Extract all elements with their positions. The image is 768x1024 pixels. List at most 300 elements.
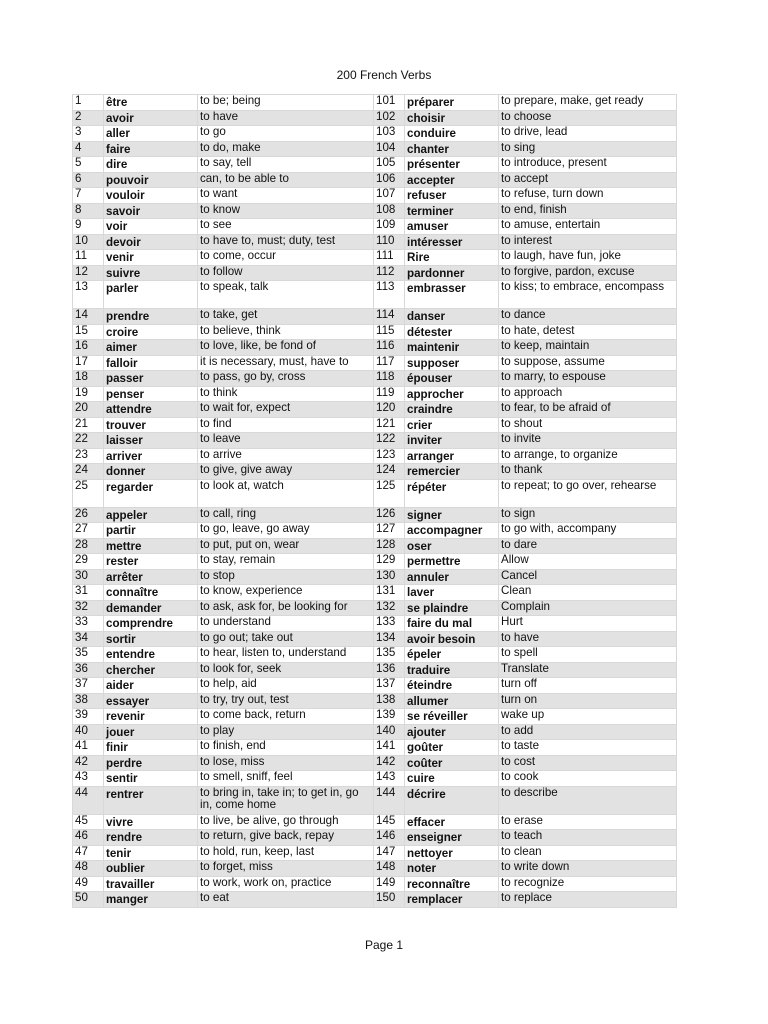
french-verb: laisser: [104, 433, 198, 449]
verb-number: 122: [374, 433, 405, 449]
table-row: [73, 830, 677, 846]
table-row: [73, 616, 677, 632]
table-row: [73, 554, 677, 570]
french-verb: entendre: [104, 647, 198, 663]
english-meaning: to hear, listen to, understand: [198, 647, 374, 663]
verb-number: 104: [374, 141, 405, 157]
french-verb: chanter: [405, 141, 499, 157]
english-meaning: to go: [198, 126, 374, 142]
verb-number: 113: [374, 281, 405, 309]
verb-number: 115: [374, 324, 405, 340]
english-meaning: to bring in, take in; to get in, go in, come home: [198, 786, 374, 814]
table-row: [73, 402, 677, 418]
english-meaning: Complain: [499, 600, 677, 616]
french-verb: détester: [405, 324, 499, 340]
english-meaning: to teach: [499, 830, 677, 846]
english-meaning: to eat: [198, 892, 374, 908]
english-meaning: to find: [198, 417, 374, 433]
french-verb: se réveiller: [405, 709, 499, 725]
french-verb: essayer: [104, 693, 198, 709]
english-meaning: to fear, to be afraid of: [499, 402, 677, 418]
verb-number: 33: [73, 616, 104, 632]
verb-number: 36: [73, 662, 104, 678]
french-verb: comprendre: [104, 616, 198, 632]
french-verb: pouvoir: [104, 172, 198, 188]
verb-number: 110: [374, 234, 405, 250]
verb-number: 22: [73, 433, 104, 449]
english-meaning: to erase: [499, 814, 677, 830]
english-meaning: to write down: [499, 861, 677, 877]
verb-number: 150: [374, 892, 405, 908]
french-verb: appeler: [104, 507, 198, 523]
french-verb: attendre: [104, 402, 198, 418]
verb-number: 47: [73, 845, 104, 861]
verb-number: 34: [73, 631, 104, 647]
french-verb: coûter: [405, 755, 499, 771]
table-row: [73, 324, 677, 340]
french-verb: ajouter: [405, 724, 499, 740]
french-verb: faire du mal: [405, 616, 499, 632]
french-verb: rendre: [104, 830, 198, 846]
english-meaning: to help, aid: [198, 678, 374, 694]
french-verb: avoir besoin: [405, 631, 499, 647]
english-meaning: Cancel: [499, 569, 677, 585]
french-verb: donner: [104, 464, 198, 480]
french-verb: crier: [405, 417, 499, 433]
verb-number: 38: [73, 693, 104, 709]
english-meaning: to add: [499, 724, 677, 740]
verb-number: 2: [73, 110, 104, 126]
table-row: [73, 234, 677, 250]
english-meaning: to recognize: [499, 876, 677, 892]
english-meaning: to come back, return: [198, 709, 374, 725]
verb-number: 35: [73, 647, 104, 663]
verb-number: 133: [374, 616, 405, 632]
french-verb: parler: [104, 281, 198, 309]
verb-number: 106: [374, 172, 405, 188]
table-row: [73, 724, 677, 740]
english-meaning: to arrive: [198, 448, 374, 464]
english-meaning: to laugh, have fun, joke: [499, 250, 677, 266]
french-verb: tenir: [104, 845, 198, 861]
verb-number: 10: [73, 234, 104, 250]
table-row: [73, 693, 677, 709]
table-row: [73, 740, 677, 756]
verb-number: 120: [374, 402, 405, 418]
verb-number: 31: [73, 585, 104, 601]
french-verb: revenir: [104, 709, 198, 725]
english-meaning: to call, ring: [198, 507, 374, 523]
verb-number: 20: [73, 402, 104, 418]
verb-number: 149: [374, 876, 405, 892]
english-meaning: to speak, talk: [198, 281, 374, 309]
table-row: [73, 110, 677, 126]
french-verb: sortir: [104, 631, 198, 647]
table-row: [73, 523, 677, 539]
english-meaning: Translate: [499, 662, 677, 678]
verb-number: 8: [73, 203, 104, 219]
english-meaning: to go, leave, go away: [198, 523, 374, 539]
verb-number: 44: [73, 786, 104, 814]
table-row: [73, 265, 677, 281]
french-verb: aller: [104, 126, 198, 142]
verbs-table: [72, 94, 677, 908]
english-meaning: to play: [198, 724, 374, 740]
french-verb: rester: [104, 554, 198, 570]
verb-number: 129: [374, 554, 405, 570]
verb-number: 114: [374, 309, 405, 325]
table-row: [73, 157, 677, 173]
verb-number: 46: [73, 830, 104, 846]
verb-number: 125: [374, 479, 405, 507]
french-verb: amuser: [405, 219, 499, 235]
table-row: [73, 569, 677, 585]
french-verb: manger: [104, 892, 198, 908]
verb-number: 140: [374, 724, 405, 740]
verb-number: 146: [374, 830, 405, 846]
english-meaning: to end, finish: [499, 203, 677, 219]
table-row: [73, 448, 677, 464]
english-meaning: to keep, maintain: [499, 340, 677, 356]
english-meaning: to approach: [499, 386, 677, 402]
table-row: [73, 845, 677, 861]
french-verb: terminer: [405, 203, 499, 219]
verb-number: 43: [73, 771, 104, 787]
verb-number: 26: [73, 507, 104, 523]
table-row: [73, 647, 677, 663]
verb-number: 105: [374, 157, 405, 173]
english-meaning: to know: [198, 203, 374, 219]
french-verb: préparer: [405, 95, 499, 111]
verb-number: 42: [73, 755, 104, 771]
french-verb: perdre: [104, 755, 198, 771]
table-row: [73, 219, 677, 235]
table-row: [73, 585, 677, 601]
verb-number: 138: [374, 693, 405, 709]
english-meaning: to introduce, present: [499, 157, 677, 173]
verb-number: 45: [73, 814, 104, 830]
french-verb: falloir: [104, 355, 198, 371]
french-verb: approcher: [405, 386, 499, 402]
verb-number: 15: [73, 324, 104, 340]
verb-number: 134: [374, 631, 405, 647]
verb-number: 40: [73, 724, 104, 740]
table-row: [73, 631, 677, 647]
english-meaning: to amuse, entertain: [499, 219, 677, 235]
english-meaning: to hold, run, keep, last: [198, 845, 374, 861]
verb-number: 16: [73, 340, 104, 356]
french-verb: travailler: [104, 876, 198, 892]
verb-number: 103: [374, 126, 405, 142]
french-verb: maintenir: [405, 340, 499, 356]
english-meaning: to forget, miss: [198, 861, 374, 877]
french-verb: embrasser: [405, 281, 499, 309]
french-verb: remercier: [405, 464, 499, 480]
verb-number: 5: [73, 157, 104, 173]
english-meaning: Allow: [499, 554, 677, 570]
english-meaning: to cook: [499, 771, 677, 787]
verb-number: 142: [374, 755, 405, 771]
french-verb: pardonner: [405, 265, 499, 281]
english-meaning: to sing: [499, 141, 677, 157]
english-meaning: to give, give away: [198, 464, 374, 480]
table-row: [73, 281, 677, 309]
verb-number: 143: [374, 771, 405, 787]
english-meaning: to accept: [499, 172, 677, 188]
french-verb: vivre: [104, 814, 198, 830]
english-meaning: to live, be alive, go through: [198, 814, 374, 830]
verb-number: 14: [73, 309, 104, 325]
verb-number: 39: [73, 709, 104, 725]
verb-number: 139: [374, 709, 405, 725]
french-verb: finir: [104, 740, 198, 756]
verb-number: 109: [374, 219, 405, 235]
french-verb: dire: [104, 157, 198, 173]
english-meaning: to hate, detest: [499, 324, 677, 340]
english-meaning: to work, work on, practice: [198, 876, 374, 892]
english-meaning: to choose: [499, 110, 677, 126]
french-verb: arrêter: [104, 569, 198, 585]
verb-number: 6: [73, 172, 104, 188]
table-row: [73, 771, 677, 787]
french-verb: trouver: [104, 417, 198, 433]
verb-number: 49: [73, 876, 104, 892]
french-verb: inviter: [405, 433, 499, 449]
table-row: [73, 371, 677, 387]
french-verb: annuler: [405, 569, 499, 585]
verb-number: 4: [73, 141, 104, 157]
french-verb: rentrer: [104, 786, 198, 814]
french-verb: arriver: [104, 448, 198, 464]
verb-number: 41: [73, 740, 104, 756]
french-verb: goûter: [405, 740, 499, 756]
table-row: [73, 538, 677, 554]
english-meaning: to think: [198, 386, 374, 402]
french-verb: Rire: [405, 250, 499, 266]
english-meaning: to shout: [499, 417, 677, 433]
table-row: [73, 250, 677, 266]
english-meaning: to sign: [499, 507, 677, 523]
table-row: [73, 95, 677, 111]
french-verb: danser: [405, 309, 499, 325]
english-meaning: to kiss; to embrace, encompass: [499, 281, 677, 309]
french-verb: répéter: [405, 479, 499, 507]
english-meaning: to replace: [499, 892, 677, 908]
verb-number: 130: [374, 569, 405, 585]
english-meaning: to believe, think: [198, 324, 374, 340]
english-meaning: to return, give back, repay: [198, 830, 374, 846]
verb-number: 119: [374, 386, 405, 402]
verb-number: 117: [374, 355, 405, 371]
verb-number: 3: [73, 126, 104, 142]
french-verb: décrire: [405, 786, 499, 814]
table-row: [73, 433, 677, 449]
english-meaning: to stay, remain: [198, 554, 374, 570]
french-verb: signer: [405, 507, 499, 523]
verb-number: 136: [374, 662, 405, 678]
verb-number: 21: [73, 417, 104, 433]
verb-number: 121: [374, 417, 405, 433]
french-verb: épouser: [405, 371, 499, 387]
english-meaning: turn on: [499, 693, 677, 709]
english-meaning: to taste: [499, 740, 677, 756]
english-meaning: can, to be able to: [198, 172, 374, 188]
french-verb: passer: [104, 371, 198, 387]
english-meaning: to drive, lead: [499, 126, 677, 142]
french-verb: choisir: [405, 110, 499, 126]
english-meaning: to wait for, expect: [198, 402, 374, 418]
french-verb: oublier: [104, 861, 198, 877]
french-verb: reconnaître: [405, 876, 499, 892]
verb-number: 135: [374, 647, 405, 663]
french-verb: regarder: [104, 479, 198, 507]
english-meaning: to interest: [499, 234, 677, 250]
verb-number: 127: [374, 523, 405, 539]
french-verb: se plaindre: [405, 600, 499, 616]
verb-number: 12: [73, 265, 104, 281]
table-row: [73, 662, 677, 678]
table-row: [73, 786, 677, 814]
french-verb: éteindre: [405, 678, 499, 694]
french-verb: venir: [104, 250, 198, 266]
english-meaning: to be; being: [198, 95, 374, 111]
verb-number: 25: [73, 479, 104, 507]
verb-number: 141: [374, 740, 405, 756]
table-row: [73, 188, 677, 204]
french-verb: demander: [104, 600, 198, 616]
french-verb: traduire: [405, 662, 499, 678]
table-row: [73, 340, 677, 356]
english-meaning: to arrange, to organize: [499, 448, 677, 464]
verb-number: 27: [73, 523, 104, 539]
french-verb: refuser: [405, 188, 499, 204]
english-meaning: to see: [198, 219, 374, 235]
table-row: [73, 172, 677, 188]
french-verb: prendre: [104, 309, 198, 325]
french-verb: accepter: [405, 172, 499, 188]
table-row: [73, 507, 677, 523]
english-meaning: to do, make: [198, 141, 374, 157]
english-meaning: it is necessary, must, have to: [198, 355, 374, 371]
table-row: [73, 861, 677, 877]
verb-number: 124: [374, 464, 405, 480]
english-meaning: to look at, watch: [198, 479, 374, 507]
english-meaning: to know, experience: [198, 585, 374, 601]
verb-number: 23: [73, 448, 104, 464]
verb-number: 37: [73, 678, 104, 694]
verb-number: 102: [374, 110, 405, 126]
verb-number: 24: [73, 464, 104, 480]
french-verb: croire: [104, 324, 198, 340]
french-verb: aimer: [104, 340, 198, 356]
table-row: [73, 876, 677, 892]
english-meaning: to pass, go by, cross: [198, 371, 374, 387]
verb-number: 9: [73, 219, 104, 235]
english-meaning: to lose, miss: [198, 755, 374, 771]
english-meaning: to cost: [499, 755, 677, 771]
english-meaning: to describe: [499, 786, 677, 814]
french-verb: allumer: [405, 693, 499, 709]
english-meaning: to ask, ask for, be looking for: [198, 600, 374, 616]
english-meaning: to come, occur: [198, 250, 374, 266]
table-row: [73, 417, 677, 433]
verb-number: 147: [374, 845, 405, 861]
english-meaning: turn off: [499, 678, 677, 694]
table-row: [73, 479, 677, 507]
verb-number: 137: [374, 678, 405, 694]
verb-number: 13: [73, 281, 104, 309]
french-verb: accompagner: [405, 523, 499, 539]
table-row: [73, 126, 677, 142]
french-verb: présenter: [405, 157, 499, 173]
english-meaning: to dare: [499, 538, 677, 554]
french-verb: remplacer: [405, 892, 499, 908]
french-verb: mettre: [104, 538, 198, 554]
english-meaning: to look for, seek: [198, 662, 374, 678]
english-meaning: to take, get: [198, 309, 374, 325]
english-meaning: to go with, accompany: [499, 523, 677, 539]
french-verb: noter: [405, 861, 499, 877]
english-meaning: to stop: [198, 569, 374, 585]
french-verb: suivre: [104, 265, 198, 281]
french-verb: voir: [104, 219, 198, 235]
table-row: [73, 309, 677, 325]
verb-number: 145: [374, 814, 405, 830]
english-meaning: to try, try out, test: [198, 693, 374, 709]
verb-number: 1: [73, 95, 104, 111]
french-verb: enseigner: [405, 830, 499, 846]
document-title: 200 French Verbs: [336, 68, 432, 82]
english-meaning: to follow: [198, 265, 374, 281]
verb-number: 50: [73, 892, 104, 908]
verb-number: 107: [374, 188, 405, 204]
verb-number: 7: [73, 188, 104, 204]
english-meaning: to want: [198, 188, 374, 204]
french-verb: sentir: [104, 771, 198, 787]
french-verb: permettre: [405, 554, 499, 570]
verb-number: 116: [374, 340, 405, 356]
english-meaning: to understand: [198, 616, 374, 632]
table-row: [73, 678, 677, 694]
french-verb: jouer: [104, 724, 198, 740]
english-meaning: to dance: [499, 309, 677, 325]
table-row: [73, 709, 677, 725]
french-verb: chercher: [104, 662, 198, 678]
french-verb: arranger: [405, 448, 499, 464]
table-row: [73, 464, 677, 480]
verb-number: 48: [73, 861, 104, 877]
french-verb: oser: [405, 538, 499, 554]
french-verb: devoir: [104, 234, 198, 250]
page-number: Page 1: [364, 938, 404, 952]
english-meaning: to love, like, be fond of: [198, 340, 374, 356]
verb-number: 17: [73, 355, 104, 371]
french-verb: craindre: [405, 402, 499, 418]
english-meaning: to invite: [499, 433, 677, 449]
verb-number: 123: [374, 448, 405, 464]
verb-number: 112: [374, 265, 405, 281]
french-verb: avoir: [104, 110, 198, 126]
verb-number: 126: [374, 507, 405, 523]
verb-number: 118: [374, 371, 405, 387]
english-meaning: to leave: [198, 433, 374, 449]
english-meaning: to prepare, make, get ready: [499, 95, 677, 111]
french-verb: nettoyer: [405, 845, 499, 861]
table-row: [73, 892, 677, 908]
english-meaning: to finish, end: [198, 740, 374, 756]
table-row: [73, 814, 677, 830]
english-meaning: Hurt: [499, 616, 677, 632]
